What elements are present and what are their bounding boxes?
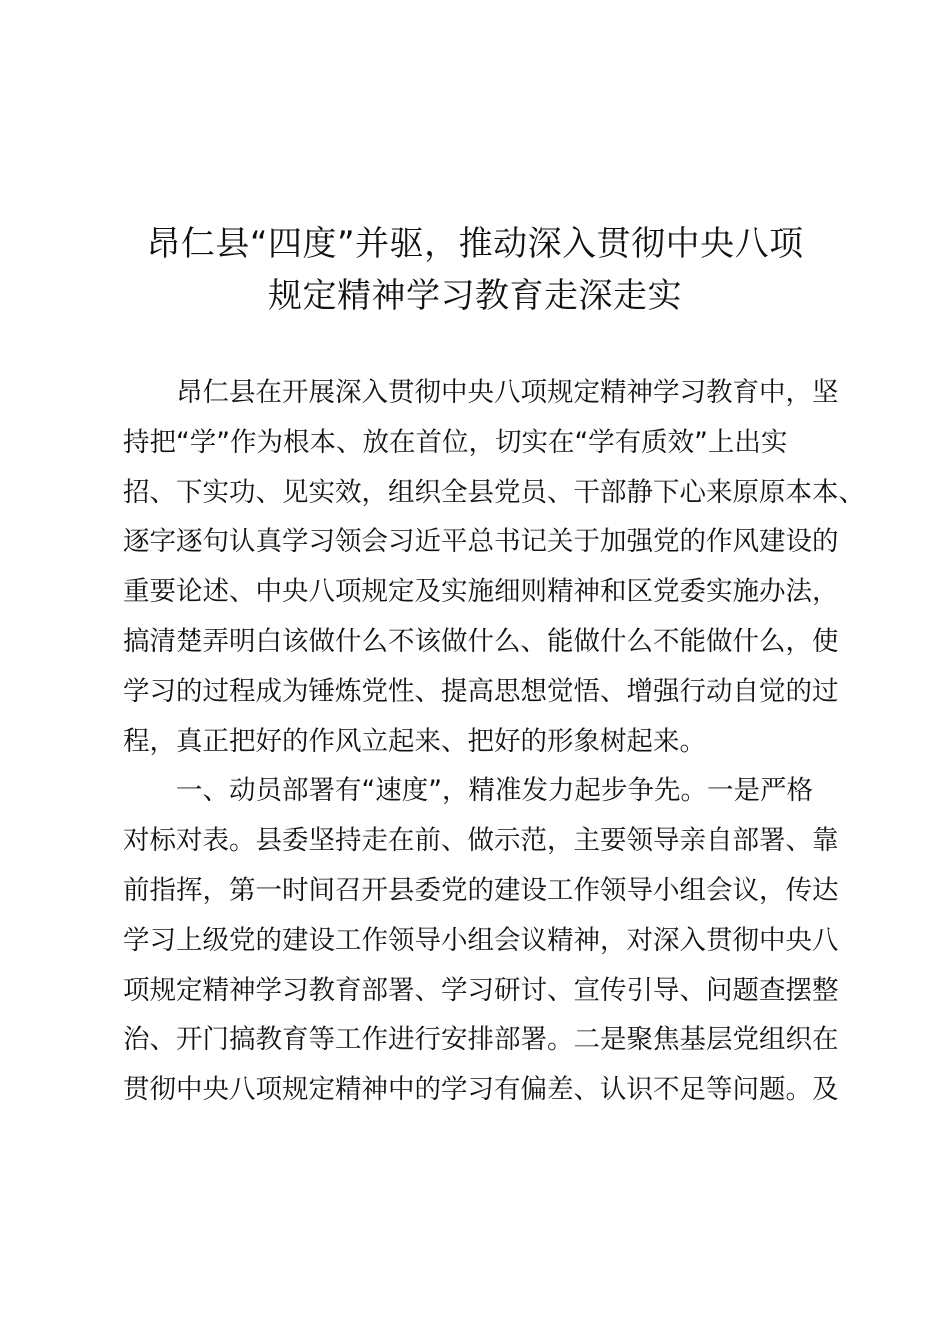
text-line: 逐字逐句认真学习领会习近平总书记关于加强党的作风建设的 <box>123 526 839 558</box>
document-body <box>123 368 865 1115</box>
text-line: 招、下实功、见实效，组织全县党员、干部静下心来原原本本、 <box>123 476 865 508</box>
text-line: 一、动员部署有“速度”，精准发力起步争先。一是严格 <box>176 775 813 807</box>
title-line: 昂仁县“四度”并驱，推动深入贯彻中央八项 <box>146 224 804 264</box>
paragraph-section-one <box>123 766 839 1115</box>
text-line: 持把“学”作为根本、放在首位，切实在“学有质效”上出实 <box>123 426 788 458</box>
title-line: 规定精神学习教育走深走实 <box>268 276 682 316</box>
text-line: 贯彻中央八项规定精神中的学习有偏差、认识不足等问题。及 <box>123 1074 839 1106</box>
text-line: 重要论述、中央八项规定及实施细则精神和区党委实施办法， <box>123 576 839 608</box>
text-line: 程，真正把好的作风立起来、把好的形象树起来。 <box>123 725 706 757</box>
text-line: 学习上级党的建设工作领导小组会议精神，对深入贯彻中央八 <box>123 924 839 956</box>
text-line: 学习的过程成为锤炼党性、提高思想觉悟、增强行动自觉的过 <box>123 675 839 707</box>
paragraph-intro <box>123 368 865 766</box>
text-line: 搞清楚弄明白该做什么不该做什么、能做什么不能做什么，使 <box>123 625 839 657</box>
text-line: 项规定精神学习教育部署、学习研讨、宣传引导、问题查摆整 <box>123 974 839 1006</box>
text-line: 昂仁县在开展深入贯彻中央八项规定精神学习教育中，坚 <box>176 377 839 408</box>
text-line: 治、开门搞教育等工作进行安排部署。二是聚焦基层党组织在 <box>123 1024 839 1056</box>
text-line: 对标对表。县委坚持走在前、做示范，主要领导亲自部署、靠 <box>123 825 839 857</box>
text-line: 前指挥，第一时间召开县委党的建设工作领导小组会议，传达 <box>123 874 839 906</box>
document-title <box>100 218 850 322</box>
